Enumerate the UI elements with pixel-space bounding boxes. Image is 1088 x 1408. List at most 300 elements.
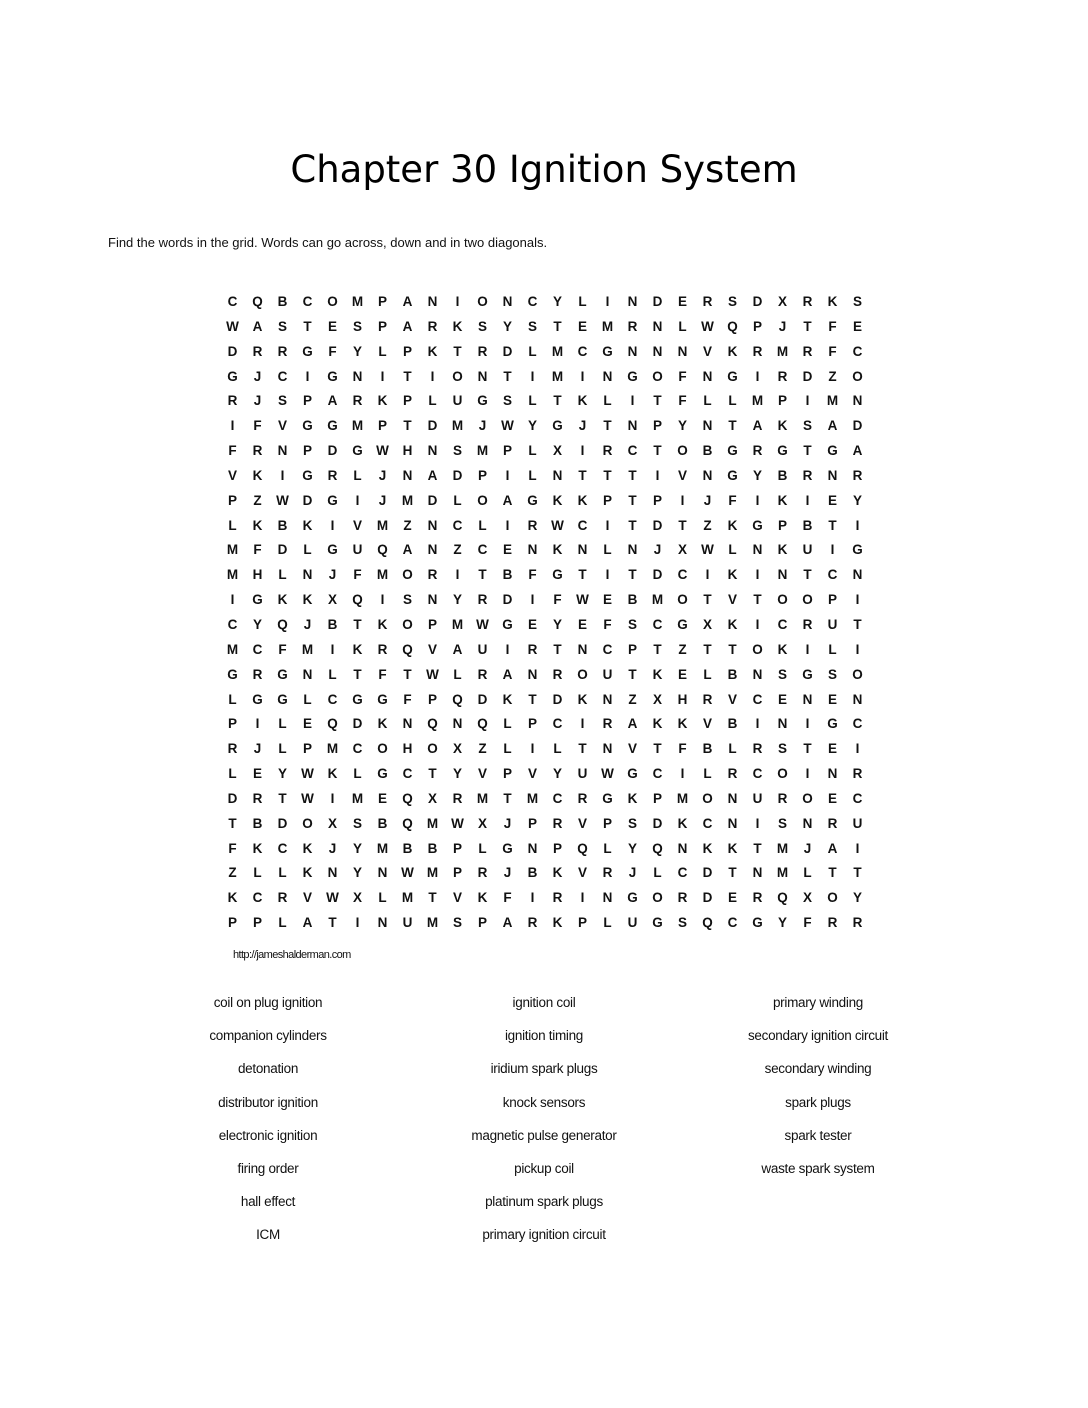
grid-letter: G [277, 691, 288, 707]
grid-letter: G [777, 443, 788, 459]
grid-letter: I [855, 592, 860, 608]
grid-letter: A [402, 318, 413, 334]
grid-letter: Y [852, 492, 862, 508]
grid-letter: X [352, 890, 362, 906]
grid-letter: M [226, 542, 239, 558]
grid-letter: P [777, 393, 787, 409]
grid-letter: L [678, 318, 687, 334]
grid-letter: B [702, 741, 713, 757]
grid-letter: B [527, 865, 538, 881]
grid-letter: P [502, 443, 512, 459]
grid-letter: S [827, 666, 837, 682]
grid-letter: J [703, 492, 712, 508]
grid-letter: L [303, 542, 312, 558]
grid-letter: V [677, 467, 687, 483]
grid-letter: M [226, 641, 239, 657]
grid-letter: I [455, 567, 460, 583]
grid-letter: P [577, 915, 587, 931]
grid-letter: T [803, 741, 812, 757]
grid-letter: N [577, 641, 588, 657]
grid-letter: A [502, 666, 513, 682]
grid-letter: A [752, 418, 763, 434]
grid-letter: R [527, 517, 538, 533]
grid-letter: E [502, 542, 512, 558]
grid-letter: M [376, 517, 389, 533]
grid-letter: E [577, 318, 587, 334]
grid-letter: F [678, 393, 687, 409]
grid-letter: S [777, 815, 787, 831]
grid-letter: N [402, 716, 413, 732]
grid-letter: K [577, 691, 588, 707]
grid-letter: C [727, 915, 738, 931]
grid-letter: K [352, 641, 363, 657]
grid-letter: V [702, 343, 712, 359]
grid-letter: G [327, 542, 338, 558]
grid-letter: E [577, 616, 587, 632]
grid-letter: D [502, 592, 513, 608]
grid-letter: U [602, 666, 613, 682]
grid-letter: K [727, 343, 738, 359]
grid-letter: N [852, 567, 863, 583]
grid-letter: W [401, 865, 414, 881]
grid-letter: K [652, 666, 663, 682]
grid-letter: B [802, 517, 813, 533]
grid-letter: R [477, 865, 488, 881]
grid-letter: P [602, 815, 612, 831]
grid-letter: L [278, 865, 287, 881]
grid-letter: L [428, 393, 437, 409]
grid-letter: P [302, 741, 312, 757]
grid-letter: B [502, 567, 513, 583]
grid-letter: R [777, 790, 788, 806]
grid-letter: N [302, 567, 313, 583]
word-list-item: electronic ignition [218, 1127, 318, 1143]
grid-letter: U [577, 766, 588, 782]
word-list-item: ignition coil [512, 995, 576, 1010]
grid-letter: T [628, 567, 637, 583]
grid-letter: W [551, 517, 564, 533]
grid-letter: K [252, 840, 263, 856]
grid-letter: D [452, 467, 463, 483]
grid-letter: L [703, 393, 712, 409]
grid-letter: Z [453, 542, 462, 558]
grid-letter: S [277, 318, 287, 334]
grid-letter: N [502, 294, 513, 309]
grid-letter: A [427, 467, 438, 483]
grid-letter: T [428, 890, 437, 906]
grid-letter: O [677, 443, 688, 459]
source-url: http://jameshalderman.com [233, 949, 351, 961]
grid-letter: C [527, 294, 538, 309]
grid-letter: U [452, 393, 463, 409]
grid-letter: N [602, 691, 613, 707]
grid-letter: G [302, 343, 313, 359]
grid-letter: F [528, 567, 537, 583]
grid-letter: B [777, 467, 788, 483]
grid-letter: W [501, 418, 514, 434]
grid-letter: C [402, 766, 413, 782]
grid-letter: D [652, 294, 663, 309]
grid-letter: I [755, 716, 760, 732]
grid-letter: U [827, 616, 838, 632]
grid-letter: T [828, 517, 837, 533]
grid-letter: D [302, 492, 313, 508]
grid-letter: I [855, 641, 860, 657]
grid-letter: Q [402, 641, 413, 657]
grid-letter: V [577, 815, 587, 831]
grid-letter: Q [402, 815, 413, 831]
grid-letter: D [652, 517, 663, 533]
grid-letter: L [503, 741, 512, 757]
grid-letter: T [528, 691, 537, 707]
grid-letter: O [802, 790, 813, 806]
grid-letter: P [227, 915, 237, 931]
grid-letter: I [755, 567, 760, 583]
grid-letter: R [427, 567, 438, 583]
grid-letter: D [652, 567, 663, 583]
grid-letter: Y [252, 616, 262, 632]
grid-letter: I [655, 467, 660, 483]
grid-letter: D [652, 815, 663, 831]
grid-letter: G [627, 890, 638, 906]
grid-letter: G [352, 691, 363, 707]
grid-letter: K [827, 294, 838, 309]
grid-letter: I [305, 368, 310, 384]
grid-letter: Y [527, 418, 537, 434]
grid-letter: C [577, 343, 588, 359]
grid-letter: N [527, 542, 538, 558]
word-list-item: ignition timing [504, 1028, 584, 1044]
grid-letter: T [228, 815, 237, 831]
grid-letter: S [527, 318, 537, 334]
grid-letter: M [401, 492, 414, 508]
grid-letter: K [777, 641, 788, 657]
grid-letter: U [627, 915, 638, 931]
grid-letter: N [702, 418, 713, 434]
grid-letter: A [252, 318, 263, 334]
grid-letter: R [477, 666, 488, 682]
grid-letter: N [427, 542, 438, 558]
grid-letter: B [402, 840, 413, 856]
grid-letter: Z [703, 517, 712, 533]
grid-letter: R [377, 641, 388, 657]
word-list-column-3 [698, 995, 938, 1194]
grid-letter: I [330, 790, 335, 806]
grid-letter: R [727, 766, 738, 782]
grid-letter: N [827, 467, 838, 483]
grid-letter: V [352, 517, 362, 533]
grid-letter: G [752, 915, 763, 931]
grid-letter: R [677, 890, 688, 906]
grid-letter: F [403, 691, 412, 707]
grid-letter: N [527, 666, 538, 682]
grid-letter: F [553, 592, 562, 608]
grid-letter: Z [403, 517, 412, 533]
grid-letter: R [702, 691, 713, 707]
grid-letter: M [476, 443, 489, 459]
grid-letter: L [353, 467, 362, 483]
grid-letter: R [427, 318, 438, 334]
word-list-item: spark tester [784, 1127, 852, 1143]
grid-letter: V [577, 865, 587, 881]
grid-letter: O [677, 592, 688, 608]
grid-letter: K [427, 343, 438, 359]
grid-letter: R [227, 741, 238, 757]
grid-letter: T [603, 418, 612, 434]
grid-letter: C [552, 716, 563, 732]
grid-letter: Y [852, 890, 862, 906]
grid-letter: L [328, 666, 337, 682]
grid-letter: G [677, 616, 688, 632]
grid-letter: N [727, 815, 738, 831]
grid-letter: V [627, 741, 637, 757]
grid-letter: P [452, 840, 462, 856]
word-list-item: iridium spark plugs [490, 1061, 598, 1077]
grid-letter: C [477, 542, 488, 558]
grid-letter: I [805, 393, 810, 409]
grid-letter: I [755, 815, 760, 831]
grid-letter: F [503, 890, 512, 906]
grid-letter: J [478, 418, 487, 434]
grid-letter: A [327, 393, 338, 409]
grid-letter: M [551, 343, 564, 359]
grid-letter: C [327, 691, 338, 707]
grid-letter: K [327, 766, 338, 782]
grid-letter: I [280, 467, 285, 483]
grid-letter: Y [502, 318, 512, 334]
grid-letter: I [530, 890, 535, 906]
grid-letter: R [852, 766, 863, 782]
grid-letter: C [652, 616, 663, 632]
grid-letter: K [377, 716, 388, 732]
grid-letter: D [502, 343, 513, 359]
grid-letter: K [302, 840, 313, 856]
grid-letter: G [727, 443, 738, 459]
grid-letter: S [277, 393, 287, 409]
grid-letter: L [453, 666, 462, 682]
grid-letter: T [803, 567, 812, 583]
grid-letter: L [703, 766, 712, 782]
grid-letter: K [252, 467, 263, 483]
grid-letter: X [477, 815, 487, 831]
grid-letter: Y [552, 616, 562, 632]
grid-letter: K [277, 592, 288, 608]
grid-letter: G [727, 368, 738, 384]
grid-letter: W [426, 666, 439, 682]
grid-letter: F [253, 542, 262, 558]
grid-letter: D [227, 343, 238, 359]
grid-letter: C [702, 815, 713, 831]
grid-letter: I [855, 517, 860, 533]
grid-letter: R [227, 393, 238, 409]
grid-letter: G [327, 492, 338, 508]
grid-letter: V [427, 641, 437, 657]
grid-letter: V [452, 890, 462, 906]
grid-letter: C [252, 641, 263, 657]
grid-letter: I [705, 567, 710, 583]
grid-letter: N [777, 716, 788, 732]
grid-letter: K [702, 840, 713, 856]
grid-letter: E [377, 790, 387, 806]
grid-letter: G [652, 915, 663, 931]
grid-letter: G [477, 393, 488, 409]
grid-letter: K [627, 790, 638, 806]
grid-letter: V [477, 766, 487, 782]
grid-letter: I [430, 368, 435, 384]
grid-letter: N [677, 343, 688, 359]
grid-letter: Z [628, 691, 637, 707]
grid-letter: L [603, 393, 612, 409]
grid-letter: E [827, 691, 837, 707]
grid-letter: F [828, 318, 837, 334]
grid-letter: G [527, 492, 538, 508]
grid-letter: L [228, 691, 237, 707]
grid-letter: Z [678, 641, 687, 657]
grid-letter: N [852, 691, 863, 707]
grid-letter: E [827, 492, 837, 508]
grid-letter: I [330, 517, 335, 533]
grid-letter: J [328, 567, 337, 583]
grid-letter: S [777, 741, 787, 757]
grid-letter: N [802, 691, 813, 707]
grid-letter: P [427, 691, 437, 707]
grid-letter: N [427, 294, 438, 309]
grid-letter: T [678, 517, 687, 533]
grid-letter: P [752, 318, 762, 334]
grid-letter: C [277, 368, 288, 384]
grid-letter: T [653, 443, 662, 459]
grid-letter: C [352, 741, 363, 757]
grid-letter: B [427, 840, 438, 856]
grid-letter: X [552, 443, 562, 459]
grid-letter: B [627, 592, 638, 608]
grid-letter: C [852, 790, 863, 806]
grid-letter: N [552, 467, 563, 483]
grid-letter: N [452, 716, 463, 732]
grid-letter: N [752, 542, 763, 558]
grid-letter: G [502, 616, 513, 632]
grid-letter: O [652, 368, 663, 384]
grid-letter: N [627, 343, 638, 359]
grid-letter: G [827, 443, 838, 459]
grid-letter: G [552, 567, 563, 583]
word-list-item: hall effect [240, 1194, 296, 1210]
grid-letter: N [577, 542, 588, 558]
grid-letter: G [377, 766, 388, 782]
grid-letter: D [552, 691, 563, 707]
grid-letter: O [377, 741, 388, 757]
grid-letter: T [653, 741, 662, 757]
grid-letter: R [852, 467, 863, 483]
grid-letter: O [327, 294, 338, 309]
grid-letter: T [403, 368, 412, 384]
grid-letter: W [701, 318, 714, 334]
grid-letter: E [327, 318, 337, 334]
grid-letter: P [227, 716, 237, 732]
grid-letter: T [478, 567, 487, 583]
grid-letter: T [428, 766, 437, 782]
grid-letter: A [502, 492, 513, 508]
grid-letter: M [426, 865, 439, 881]
grid-letter: Q [777, 890, 788, 906]
grid-letter: N [602, 368, 613, 384]
grid-letter: L [528, 393, 537, 409]
grid-letter: T [853, 616, 862, 632]
grid-letter: N [277, 443, 288, 459]
grid-letter: C [677, 865, 688, 881]
grid-letter: K [677, 815, 688, 831]
grid-letter: O [777, 592, 788, 608]
grid-letter: Z [828, 368, 837, 384]
grid-letter: R [552, 815, 563, 831]
grid-letter: I [505, 641, 510, 657]
grid-letter: B [377, 815, 388, 831]
word-list-item: firing order [237, 1160, 299, 1176]
grid-letter: R [602, 865, 613, 881]
grid-letter: T [653, 641, 662, 657]
grid-letter: C [277, 840, 288, 856]
grid-letter: N [652, 343, 663, 359]
grid-letter: O [802, 592, 813, 608]
grid-letter: N [427, 517, 438, 533]
grid-letter: B [252, 815, 263, 831]
grid-letter: T [828, 865, 837, 881]
grid-letter: D [277, 815, 288, 831]
grid-letter: M [776, 840, 789, 856]
grid-letter: M [826, 393, 839, 409]
word-list-item: primary ignition circuit [482, 1227, 606, 1243]
grid-letter: O [477, 492, 488, 508]
grid-letter: F [803, 915, 812, 931]
grid-letter: R [527, 641, 538, 657]
grid-letter: N [652, 318, 663, 334]
grid-letter: X [327, 815, 337, 831]
grid-letter: A [827, 418, 838, 434]
grid-letter: N [627, 294, 638, 309]
grid-letter: Q [402, 790, 413, 806]
instructions-text: Find the words in the grid. Words can go across, down and in two diagonals. [108, 235, 548, 250]
grid-letter: F [228, 443, 237, 459]
grid-letter: I [455, 294, 460, 309]
grid-letter: L [603, 915, 612, 931]
grid-letter: D [227, 790, 238, 806]
grid-letter: E [602, 592, 612, 608]
grid-letter: L [728, 393, 737, 409]
grid-letter: G [302, 467, 313, 483]
grid-letter: I [855, 840, 860, 856]
grid-letter: S [502, 393, 512, 409]
grid-letter: I [755, 368, 760, 384]
grid-letter: G [602, 790, 613, 806]
grid-letter: W [701, 542, 714, 558]
grid-letter: K [552, 492, 563, 508]
grid-letter: R [852, 915, 863, 931]
word-list-item: pickup coil [514, 1160, 574, 1176]
grid-letter: Q [252, 294, 263, 309]
grid-letter: T [553, 318, 562, 334]
grid-letter: G [327, 368, 338, 384]
grid-letter: J [503, 865, 512, 881]
grid-letter: R [752, 443, 763, 459]
grid-letter: C [302, 294, 313, 309]
grid-letter: C [752, 766, 763, 782]
grid-letter: T [303, 318, 312, 334]
grid-letter: Y [352, 865, 362, 881]
grid-letter: N [777, 567, 788, 583]
grid-letter: G [502, 840, 513, 856]
grid-letter: N [702, 368, 713, 384]
grid-letter: K [552, 542, 563, 558]
